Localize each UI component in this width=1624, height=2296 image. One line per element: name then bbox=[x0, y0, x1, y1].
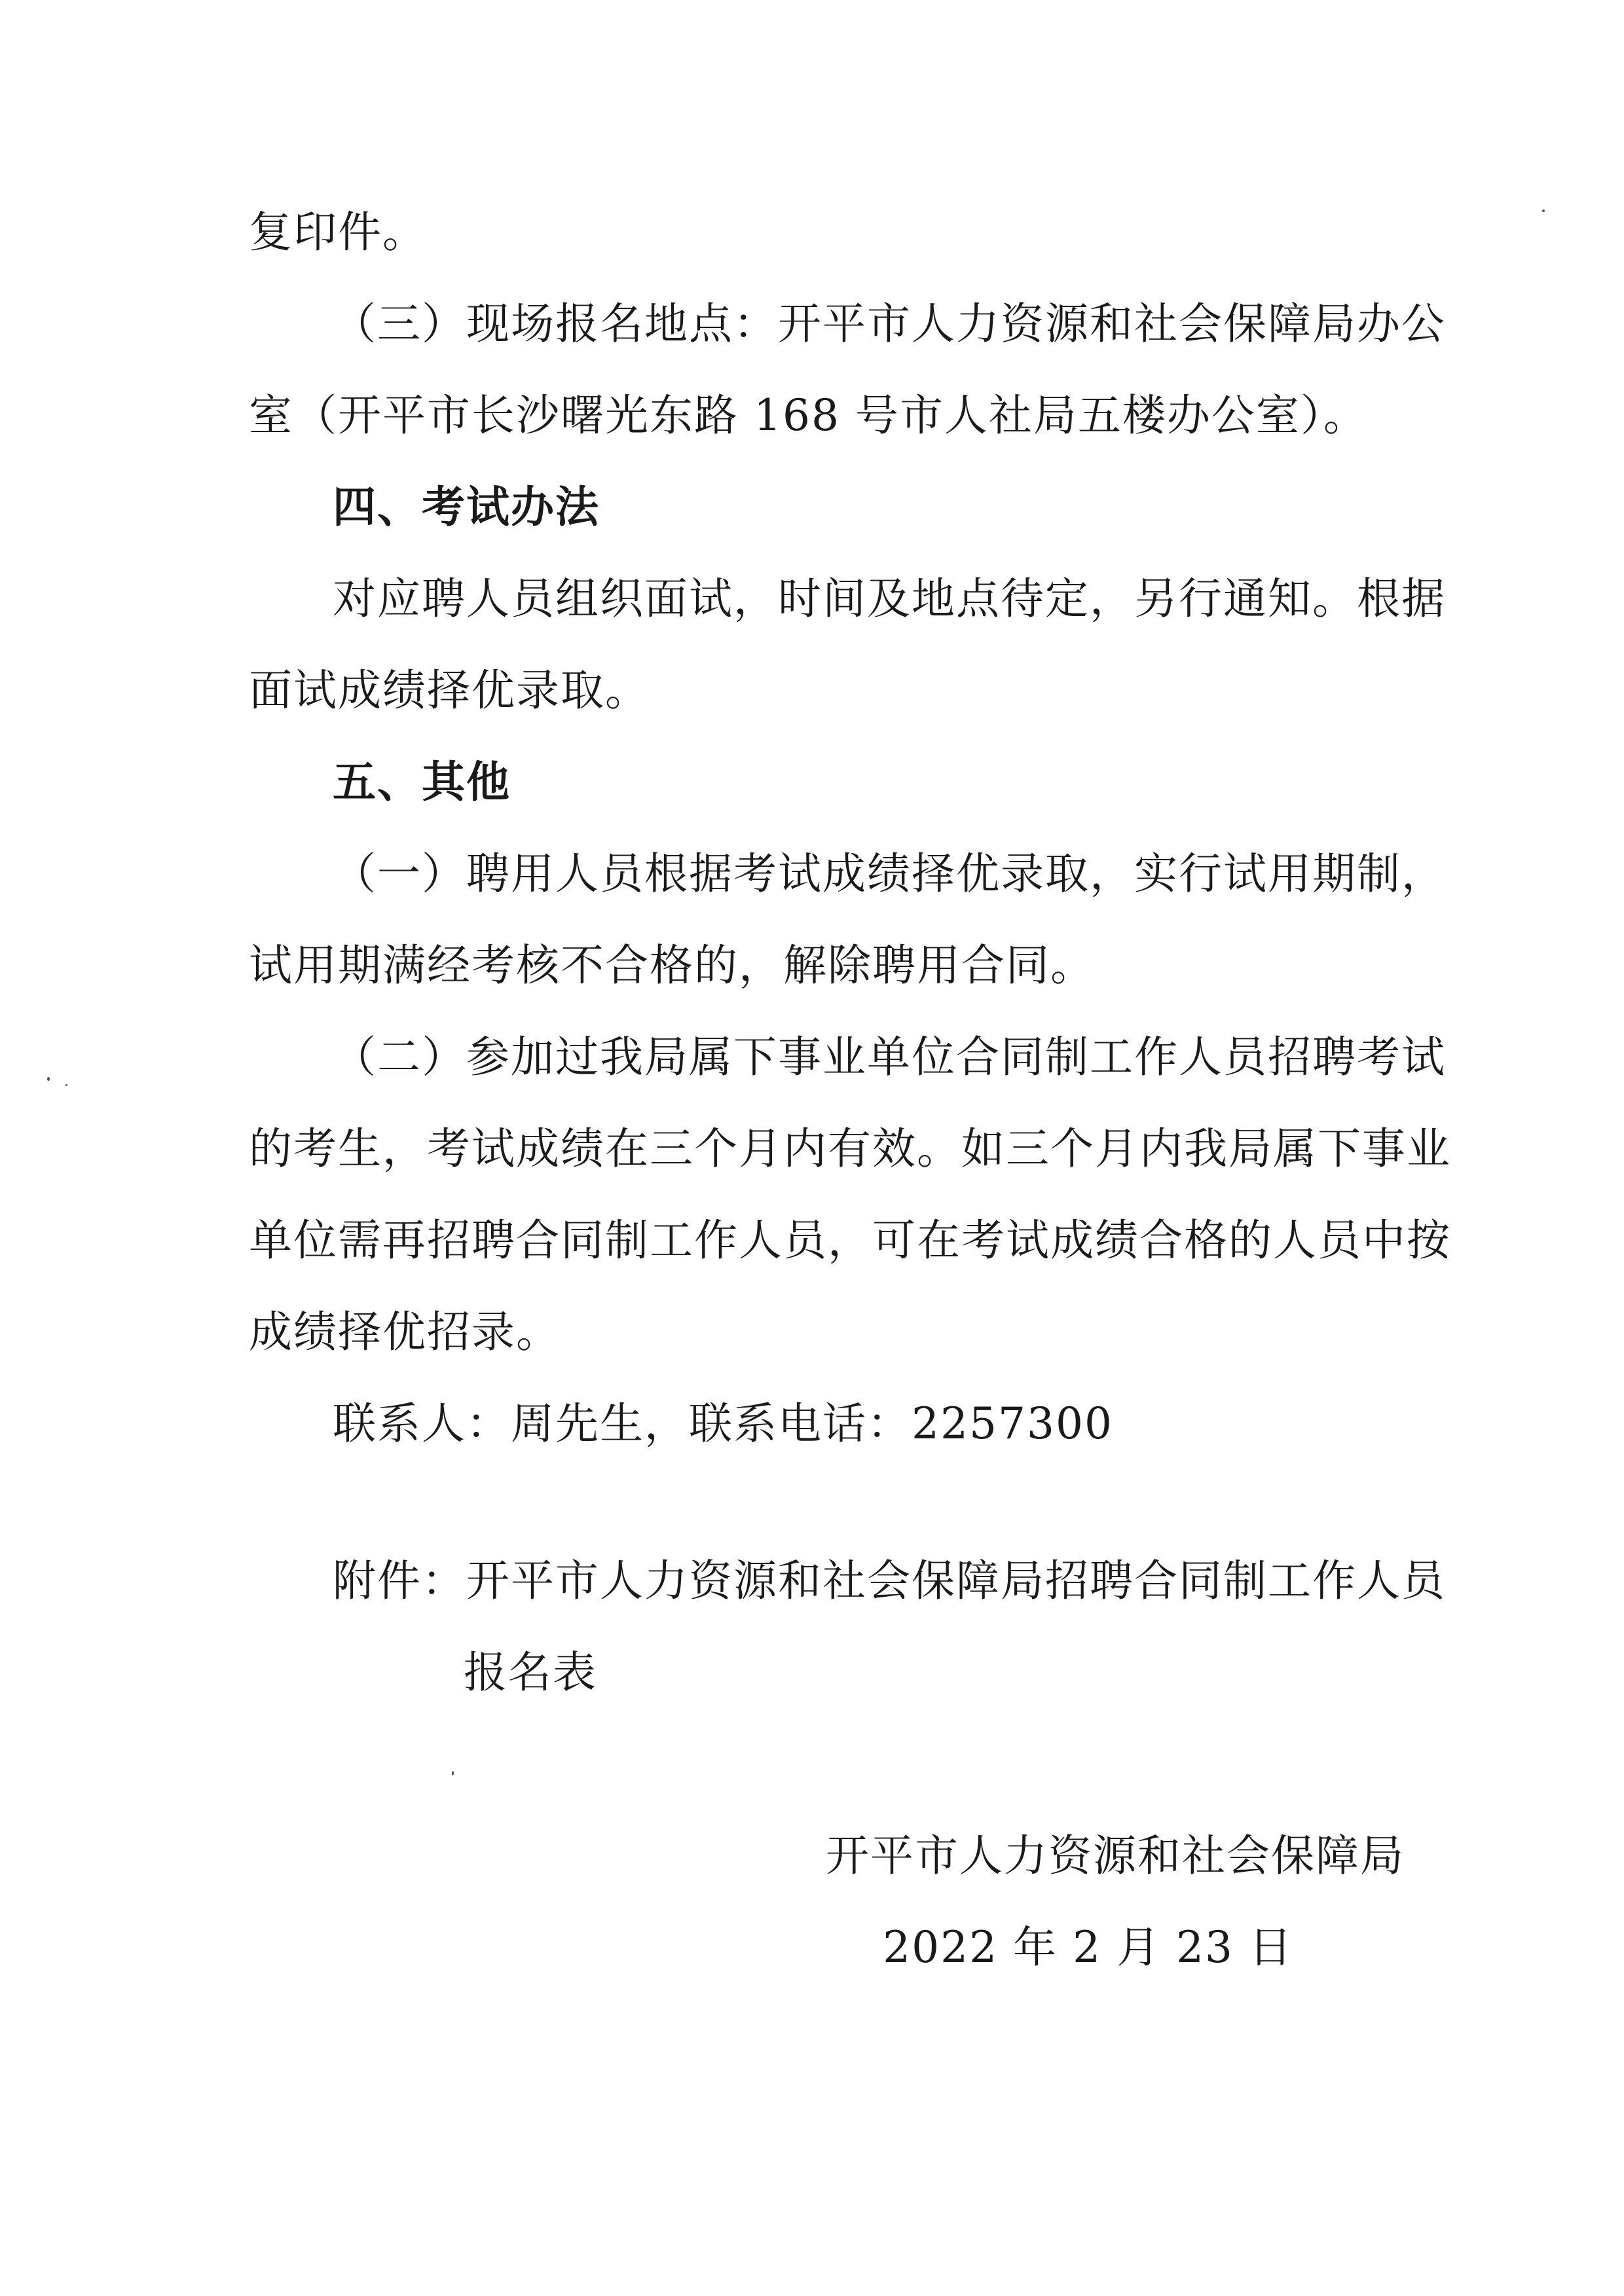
text-line-probation-contract: 试用期满经考核不合格的，解除聘用合同。 bbox=[249, 940, 1095, 991]
attachment-line-continued: 报名表 bbox=[464, 1647, 597, 1698]
scan-speck bbox=[47, 1077, 50, 1081]
scan-speck bbox=[1542, 210, 1545, 212]
text-line-registration-location: （三）现场报名地点：开平市人力资源和社会保障局办公 bbox=[333, 299, 1446, 349]
text-line-registration-address: 室（开平市长沙曙光东路 168 号市人社局五楼办公室）。 bbox=[249, 390, 1368, 441]
text-line-interview-result: 面试成绩择优录取。 bbox=[249, 665, 650, 716]
text-line-probation: （一）聘用人员根据考试成绩择优录取，实行试用期制， bbox=[333, 848, 1446, 899]
text-line-interview: 对应聘人员组织面试，时间及地点待定，另行通知。根据 bbox=[333, 574, 1446, 624]
attachment-line: 附件：开平市人力资源和社会保障局招聘合同制工作人员 bbox=[333, 1556, 1446, 1606]
signature-date: 2022 年 2 月 23 日 bbox=[883, 1922, 1293, 1973]
contact-line: 联系人：周先生，联系电话：2257300 bbox=[333, 1398, 1113, 1449]
section-heading-other: 五、其他 bbox=[333, 757, 511, 807]
section-heading-exam-method: 四、考试办法 bbox=[333, 482, 600, 532]
text-line-previous-exam: （二）参加过我局属下事业单位合同制工作人员招聘考试 bbox=[333, 1032, 1446, 1082]
signature-organization: 开平市人力资源和社会保障局 bbox=[826, 1831, 1405, 1881]
scan-speck bbox=[452, 1771, 454, 1776]
text-line-copy: 复印件。 bbox=[249, 207, 427, 257]
text-line-rehire-end: 成绩择优招录。 bbox=[249, 1307, 561, 1357]
text-line-rehire: 单位需再招聘合同制工作人员，可在考试成绩合格的人员中按 bbox=[249, 1215, 1451, 1266]
scan-speck bbox=[65, 1084, 67, 1086]
text-line-exam-validity: 的考生，考试成绩在三个月内有效。如三个月内我局属下事业 bbox=[249, 1123, 1451, 1174]
